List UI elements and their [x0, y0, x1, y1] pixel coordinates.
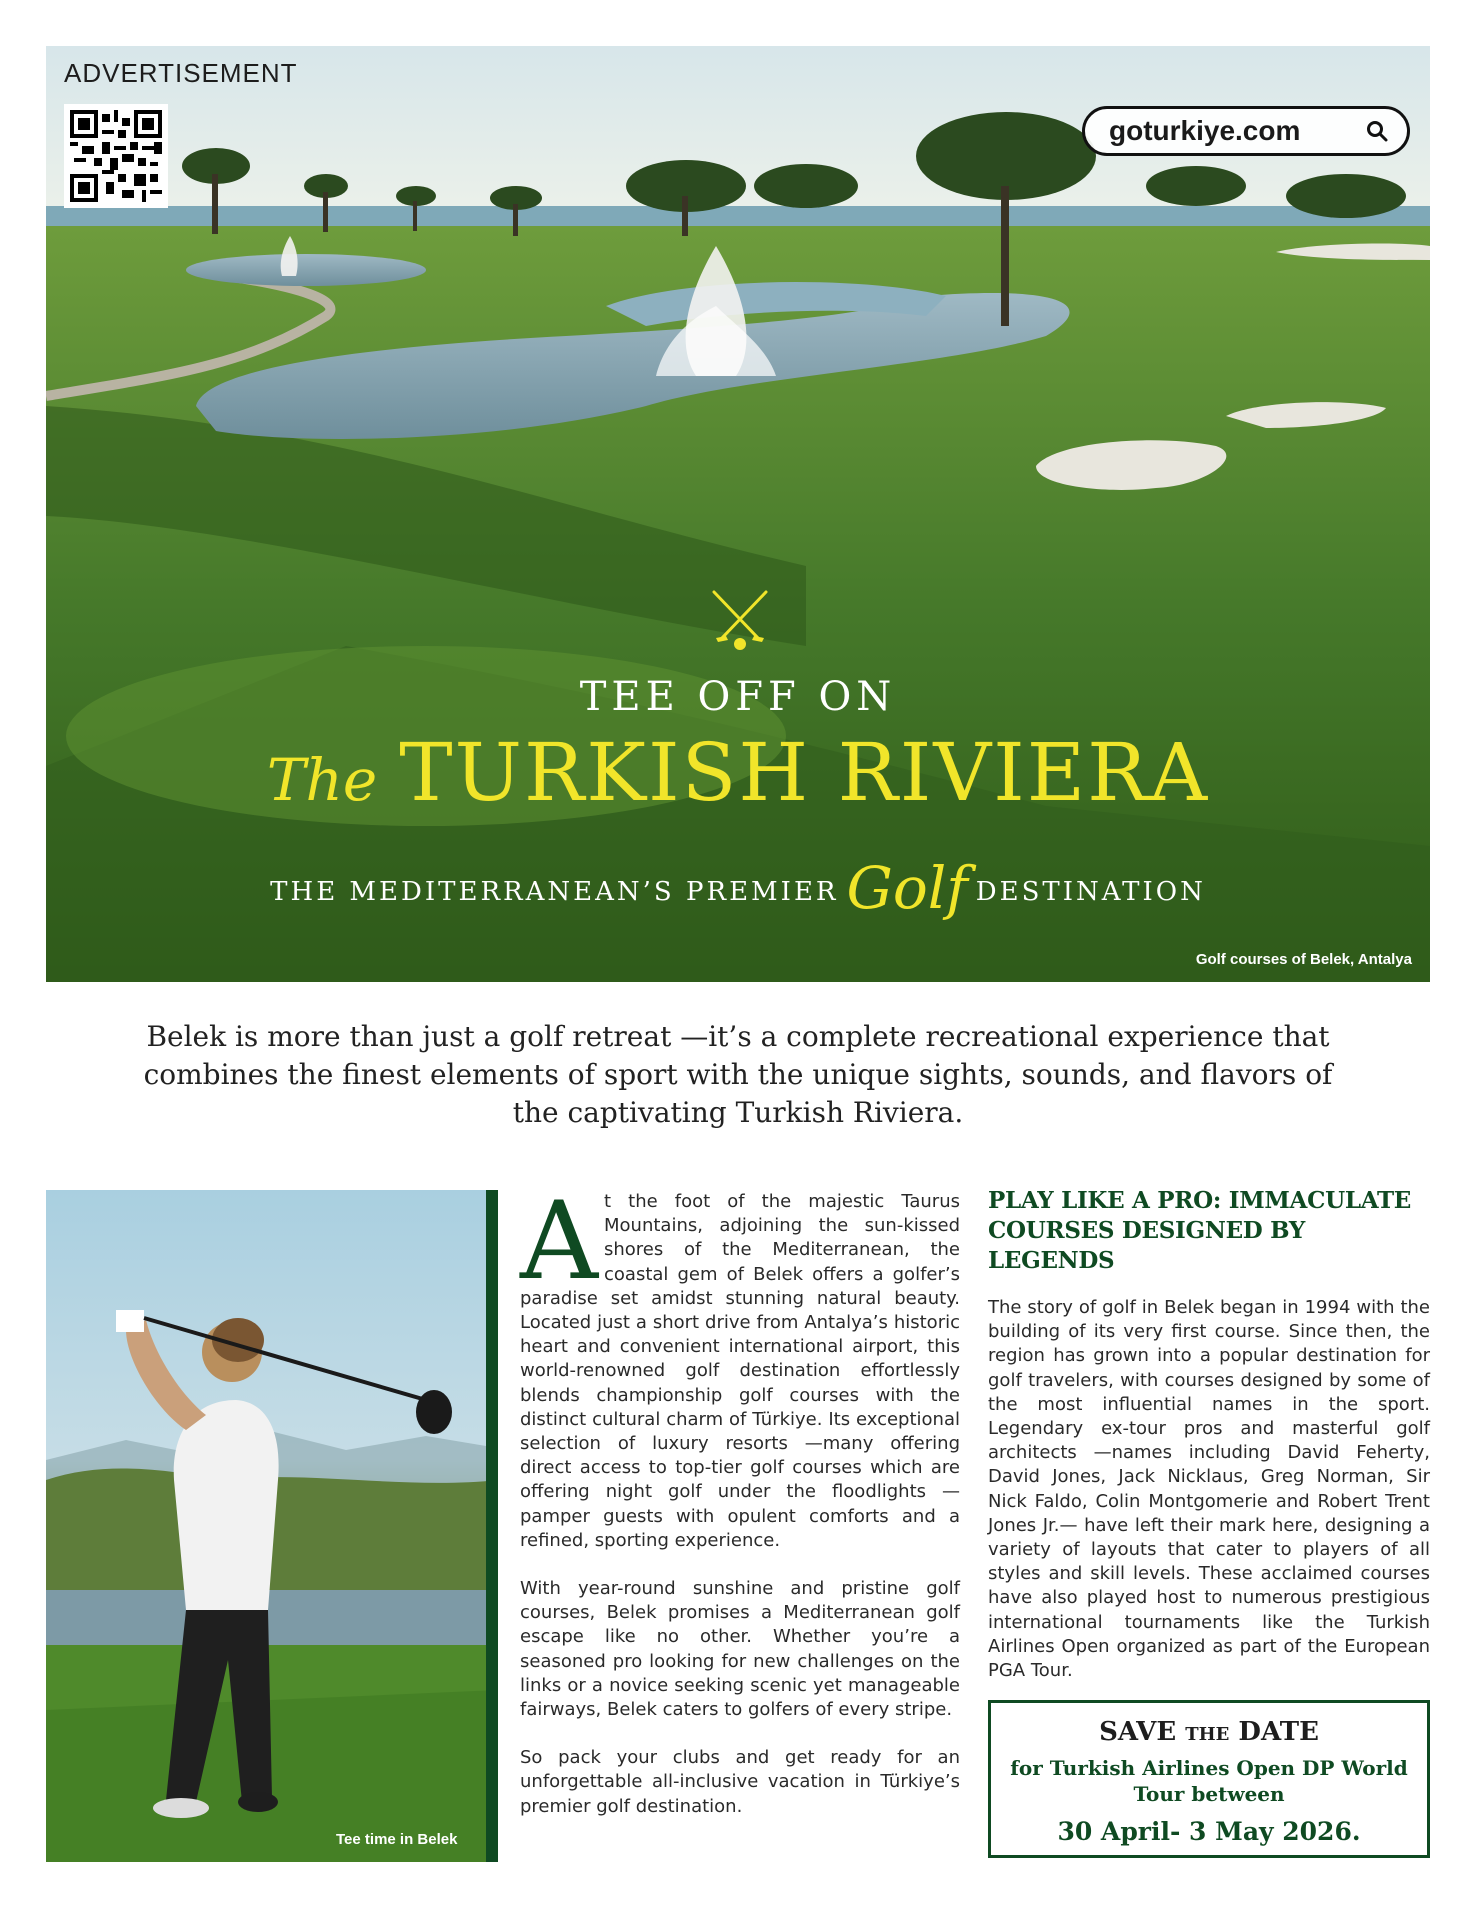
advertisement-label: ADVERTISEMENT [64, 58, 298, 88]
golfer-scene [46, 1190, 498, 1862]
the-word: THE [1185, 1724, 1230, 1745]
hero-image [46, 46, 1430, 982]
sidebar-body: The story of golf in Belek began in 1994 with the building of its very first course. Since then, the region has grown into a popular destination for golf travelers, with courses designed by some of the most influential names in the sport. Legendary ex-tour pros and masterful golf architects —names including David Feherty, David Jones, Jack Nicklaus, Greg Norman, Sir Nick Faldo, Colin Montgomerie and Robert Trent Jones Jr.— have left their mark here, designing a variety of layouts that cater to players of all styles and skill levels. These acclaimed courses have also played host to numerous prestigious international tournaments like the Turkish Airlines Open organized as part of the European PGA Tour. [988, 1297, 1430, 1682]
subheadline [46, 846, 1430, 922]
website-url[interactable]: goturkiye.com [1109, 115, 1301, 146]
save-the-date-subtitle: for Turkish Airlines Open DP World Tour between [1010, 1756, 1408, 1806]
qr-code[interactable] [64, 104, 168, 208]
article-paragraph-2: With year-round sunshine and pristine golf courses, Belek promises a Mediterranean golf escape like no other. Whether you’re a seasoned pro looking for new challenges on the links or a novice seeking scenic yet manageable fairways, Belek caters to golfers of every stripe. [520, 1578, 960, 1721]
headline-turkish-riviera [46, 726, 1430, 819]
golf-course-scene [46, 46, 1430, 982]
golfer-photo [46, 1190, 498, 1862]
subheadline-golf-script: Golf [846, 854, 968, 922]
website-search-bar[interactable] [1082, 106, 1410, 156]
save-word: SAVE [1099, 1717, 1177, 1747]
save-the-date-title [991, 1717, 1427, 1747]
article-paragraph-3: So pack your clubs and get ready for an unforgettable all-inclusive vacation in Türkiye’s premier golf destination. [520, 1747, 960, 1817]
golf-clubs-icon [706, 586, 774, 654]
save-the-date-box [988, 1700, 1430, 1858]
qr-code-icon [70, 110, 162, 202]
intro-paragraph: Belek is more than just a golf retreat —it’s a complete recreational experience that combines the finest elements of sport with the unique sights, sounds, and flavors of the captivating Turkish Riviera. [143, 1020, 1333, 1129]
date-word: DATE [1238, 1717, 1319, 1747]
headline-the: The [266, 746, 378, 814]
headline-tee-off: TEE OFF ON [579, 674, 897, 720]
save-the-date-dates: 30 April- 3 May 2026. [1057, 1817, 1361, 1846]
drop-cap: A [520, 1179, 598, 1304]
headline-main: TURKISH RIVIERA [399, 726, 1210, 819]
subheadline-after: DESTINATION [975, 877, 1206, 907]
article-body [520, 1179, 960, 1843]
sidebar-column [988, 1186, 1430, 1683]
photo-caption: Tee time in Belek [336, 1831, 458, 1848]
article-paragraph-1 [520, 1179, 960, 1553]
search-icon[interactable] [1365, 119, 1389, 143]
sidebar-heading: PLAY LIKE A PRO: IMMACULATE COURSES DESIGNED BY LEGENDS [988, 1187, 1412, 1274]
hero-photo-caption: Golf courses of Belek, Antalya [1195, 951, 1412, 968]
subheadline-before: THE MEDITERRANEAN’S PREMIER [270, 877, 839, 907]
article-paragraph-1-text: t the foot of the majestic Taurus Mountains, adjoining the sun-kissed shores of the Mediterranean, the coastal gem of Belek offers a golfer’s paradise set amidst stunning natural beauty. Located just a short drive from Antalya’s historic heart and convenient international airport, this world-renowned golf destination effortlessly blends championship golf courses with the distinct cultural charm of Türkiye. Its exceptional selection of luxury resorts —many offering direct access to top-tier golf courses which are offering night golf under the floodlights — pamper guests with opulent comforts and a refined, sporting experience. [520, 1191, 960, 1551]
photo-border-accent [486, 1190, 498, 1862]
